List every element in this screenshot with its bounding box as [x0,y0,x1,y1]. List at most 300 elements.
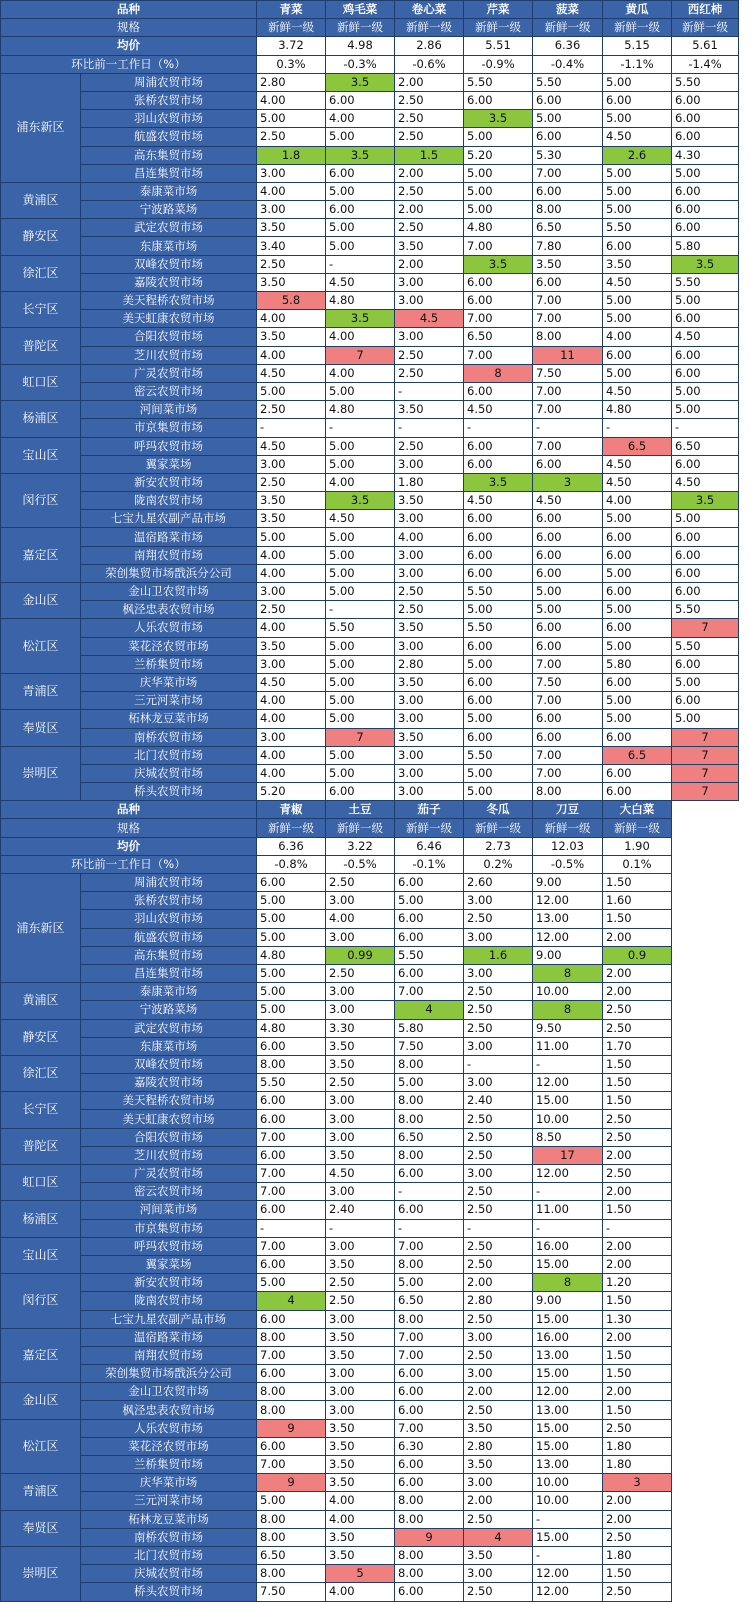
district-name: 长宁区 [1,1092,81,1128]
price-cell: 2.50 [395,182,464,200]
price-cell: 2.50 [464,1310,533,1328]
table-row [1,1310,739,1328]
table-row [1,710,739,728]
price-cell: 2.50 [395,364,464,382]
price-cell: 5.50 [326,619,395,637]
price-cell: - [603,1219,672,1237]
price-cell: 5.00 [326,455,395,473]
avg-cell: 3.72 [257,37,326,55]
price-cell: 3.50 [257,219,326,237]
price-cell: 5.00 [326,764,395,782]
price-cell: 6.00 [395,874,464,892]
market-name: 美天虹康农贸市场 [81,1110,257,1128]
price-cell: 2.50 [464,1401,533,1419]
price-cell: 6.00 [672,182,739,200]
price-cell: 3.50 [464,1419,533,1437]
avg-cell: 2.73 [464,837,533,855]
price-cell: 5.00 [672,401,739,419]
price-cell: 4.00 [257,182,326,200]
price-cell: 2.50 [464,1001,533,1019]
table-row [1,182,739,200]
table-row [1,1146,739,1164]
market-name: 新安农贸市场 [81,473,257,491]
market-name: 枫泾忠表农贸市场 [81,1401,257,1419]
price-cell: 2.50 [464,1110,533,1128]
price-cell: 5.00 [464,655,533,673]
price-cell: 6.00 [533,510,603,528]
price-cell: 2.50 [464,1510,533,1528]
price-cell: 7.00 [257,1165,326,1183]
price-cell: 6.00 [603,91,672,109]
price-cell: 2.00 [603,1146,672,1164]
market-name: 陇南农贸市场 [81,492,257,510]
price-cell: 15.00 [533,1437,603,1455]
price-cell: 3.50 [326,1255,395,1273]
market-name: 菜花泾农贸市场 [81,1437,257,1455]
price-cell: 2.00 [395,201,464,219]
price-cell: 5.00 [326,637,395,655]
table-row [1,1492,739,1510]
price-cell: 2.50 [464,1237,533,1255]
price-cell: 2.50 [464,1128,533,1146]
market-name: 市京集贸市场 [81,419,257,437]
price-cell: 6.00 [464,728,533,746]
spec-cell: 新鲜一级 [257,819,326,837]
market-name: 翼家菜场 [81,1255,257,1273]
market-name: 三元河菜市场 [81,692,257,710]
blank-cell [672,1492,739,1510]
price-cell: - [395,1219,464,1237]
price-cell: 6.00 [395,1383,464,1401]
price-cell: - [326,255,395,273]
price-cell: 0.9 [603,946,672,964]
avg-cell: 1.90 [603,837,672,855]
change-cell: -0.6% [395,55,464,73]
market-name: 武定农贸市场 [81,1019,257,1037]
table-row [1,964,739,982]
price-cell: 3.00 [257,164,326,182]
price-cell: - [464,1219,533,1237]
price-cell: 7.00 [533,437,603,455]
veg-cell: 青椒 [257,801,326,819]
price-cell: 6.00 [603,673,672,691]
price-cell: 5.00 [603,292,672,310]
price-cell: 13.00 [533,1346,603,1364]
market-name: 羽山农贸市场 [81,910,257,928]
price-cell: 2.50 [464,1146,533,1164]
price-cell: 8 [533,1274,603,1292]
price-cell: 3.50 [326,1546,395,1564]
price-cell: 5.00 [257,1274,326,1292]
price-cell: 6.00 [395,1201,464,1219]
table-row [1,473,739,491]
price-cell: 4.80 [603,401,672,419]
change-cell: -0.5% [326,855,395,873]
price-cell: 3.50 [326,1528,395,1546]
table-row [1,401,739,419]
price-cell: 7 [672,783,739,801]
price-cell: 2.80 [395,655,464,673]
price-cell: 2.00 [603,1383,672,1401]
price-cell: 3.00 [395,637,464,655]
price-cell: 6.00 [464,455,533,473]
price-cell: 3.00 [395,564,464,582]
table-row [1,273,739,291]
price-cell: 1.50 [603,1365,672,1383]
price-cell: 5.00 [603,164,672,182]
price-cell: 4 [464,1528,533,1546]
price-cell: 5.00 [672,164,739,182]
blank-cell [672,1328,739,1346]
price-cell: 6.00 [464,437,533,455]
price-cell: 3.50 [395,619,464,637]
district-name: 青浦区 [1,673,81,709]
price-cell: 7 [672,619,739,637]
blank-cell [672,910,739,928]
table-row [1,1546,739,1564]
price-cell: 2.00 [603,928,672,946]
price-cell: 1.50 [603,1292,672,1310]
price-cell: 6.00 [257,1201,326,1219]
spec-cell: 新鲜一级 [533,819,603,837]
table-row [1,1165,739,1183]
market-name: 美天程桥农贸市场 [81,292,257,310]
veg-cell: 大白菜 [603,801,672,819]
price-cell: - [326,601,395,619]
market-name: 张桥农贸市场 [81,91,257,109]
price-cell: 6.00 [395,928,464,946]
change-cell: -0.3% [326,55,395,73]
price-cell: 5.50 [464,73,533,91]
price-cell: - [533,1219,603,1237]
price-cell: 2.40 [326,1201,395,1219]
price-cell: 5.30 [533,146,603,164]
price-cell: 8.00 [395,1510,464,1528]
price-cell: 6.00 [533,637,603,655]
price-cell: 6.00 [533,728,603,746]
price-cell: 1.80 [395,473,464,491]
price-cell: 6.5 [603,437,672,455]
price-cell: 3 [533,473,603,491]
price-cell: 4.80 [257,946,326,964]
price-cell: 1.80 [603,1437,672,1455]
blank-cell [672,1128,739,1146]
price-cell: 3.00 [326,1237,395,1255]
market-name: 庆华菜市场 [81,1474,257,1492]
price-cell: 15.00 [533,1365,603,1383]
price-cell: 12.00 [533,928,603,946]
price-cell: 2.50 [326,874,395,892]
price-cell: 2.00 [395,73,464,91]
avg-cell: 5.15 [603,37,672,55]
price-cell: 4.00 [326,473,395,491]
blank-cell [672,1383,739,1401]
price-cell: 4.50 [672,328,739,346]
spec-cell: 新鲜一级 [395,819,464,837]
price-cell: 2.50 [326,1292,395,1310]
market-name: 芝川农贸市场 [81,346,257,364]
price-cell: 4.00 [257,310,326,328]
price-cell: 8.00 [395,1492,464,1510]
price-cell: 6.50 [395,1128,464,1146]
price-cell: 1.30 [603,1310,672,1328]
blank-cell [672,1528,739,1546]
table-row [1,1037,739,1055]
price-cell: 5.00 [603,601,672,619]
price-cell: 5.00 [326,237,395,255]
price-cell: 6.00 [533,546,603,564]
price-cell: 4.50 [672,473,739,491]
price-cell: 2.00 [464,1274,533,1292]
price-cell: 5.00 [257,928,326,946]
price-cell: 15.00 [533,1092,603,1110]
price-cell: 3.50 [464,1546,533,1564]
price-cell: 3.50 [257,510,326,528]
avg-cell: 12.03 [533,837,603,855]
price-cell: 2.50 [464,1255,533,1273]
price-cell: 3.50 [395,401,464,419]
price-cell: 5.00 [257,1001,326,1019]
price-cell: 2.50 [395,128,464,146]
price-cell: 12.00 [533,1565,603,1583]
market-name: 昌连集贸市场 [81,164,257,182]
blank-cell [672,801,739,819]
price-cell: 3.00 [464,1037,533,1055]
price-cell: 3.00 [257,655,326,673]
table-row [1,1583,739,1601]
price-cell: 13.00 [533,910,603,928]
price-cell: - [257,419,326,437]
price-cell: 4.00 [257,764,326,782]
price-cell: 6.00 [464,91,533,109]
blank-cell [672,1510,739,1528]
price-cell: 6.00 [603,528,672,546]
price-cell: 3.00 [395,455,464,473]
price-cell: 6.00 [257,1110,326,1128]
price-cell: 2.80 [464,1437,533,1455]
price-cell: 3.50 [326,1456,395,1474]
price-cell: 5.00 [672,673,739,691]
price-cell: 3.00 [395,692,464,710]
blank-cell [672,928,739,946]
price-cell: 5.00 [326,746,395,764]
table-row [1,1383,739,1401]
price-cell: 2.00 [603,1328,672,1346]
price-cell: 3.00 [464,964,533,982]
table-row [1,1110,739,1128]
price-cell: 15.00 [533,1310,603,1328]
market-name: 温宿路菜市场 [81,528,257,546]
blank-cell [672,819,739,837]
price-cell: 6.00 [672,91,739,109]
price-cell: 5.00 [326,692,395,710]
price-cell: 2.50 [257,255,326,273]
price-cell: 8.00 [533,328,603,346]
price-cell: 8.00 [257,1328,326,1346]
price-cell: 5.00 [464,601,533,619]
price-cell: 2.50 [603,1165,672,1183]
market-name: 广灵农贸市场 [81,1165,257,1183]
price-cell: 3.00 [464,1365,533,1383]
market-name: 嘉陵农贸市场 [81,273,257,291]
table-row [1,983,739,1001]
veg-cell: 冬瓜 [464,801,533,819]
price-cell: 10.00 [533,1474,603,1492]
market-name: 兰桥集贸市场 [81,655,257,673]
blank-cell [672,1365,739,1383]
price-cell: 6.00 [533,182,603,200]
price-cell: 8.00 [395,1092,464,1110]
veg-cell: 鸡毛菜 [326,1,395,19]
price-cell: 3.00 [257,455,326,473]
price-cell: 7.50 [257,1583,326,1601]
district-name: 杨浦区 [1,401,81,437]
price-cell: 3.00 [395,292,464,310]
price-cell: 7.00 [395,1328,464,1346]
price-cell: 8.00 [395,1565,464,1583]
price-cell: 1.80 [603,1546,672,1564]
market-name: 昌连集贸市场 [81,964,257,982]
price-cell: 8.00 [533,783,603,801]
market-name: 金山卫农贸市场 [81,583,257,601]
price-cell: 7.00 [464,346,533,364]
veg-cell: 茄子 [395,801,464,819]
market-name: 武定农贸市场 [81,219,257,237]
price-cell: 8.00 [257,1528,326,1546]
price-cell: 9.00 [533,874,603,892]
price-cell: 6.00 [603,764,672,782]
blank-cell [672,1456,739,1474]
price-cell: 5.00 [257,910,326,928]
market-name: 东康菜市场 [81,237,257,255]
market-name: 合阳农贸市场 [81,1128,257,1146]
market-name: 泰康菜市场 [81,182,257,200]
price-cell: 1.50 [603,1201,672,1219]
table-row [1,91,739,109]
price-cell: 1.70 [603,1037,672,1055]
price-cell: 5.80 [603,655,672,673]
price-cell: 3.50 [395,673,464,691]
price-cell: 4.50 [326,510,395,528]
district-name: 闵行区 [1,473,81,528]
price-cell: 6.00 [464,637,533,655]
table-row [1,110,739,128]
price-cell: - [257,1219,326,1237]
price-cell: 1.20 [603,1274,672,1292]
table-row [1,73,739,91]
market-name: 北门农贸市场 [81,746,257,764]
price-cell: 9.00 [533,1292,603,1310]
price-cell: 11.00 [533,1037,603,1055]
price-cell: 3.00 [257,728,326,746]
table-row [1,692,739,710]
table-row [1,583,739,601]
district-name: 崇明区 [1,746,81,801]
price-cell: 4.50 [603,128,672,146]
market-name: 菜花泾农贸市场 [81,637,257,655]
blank-cell [672,1274,739,1292]
table-row [1,1092,739,1110]
table-row [1,1183,739,1201]
price-cell: 2.50 [464,1346,533,1364]
market-name: 高东集贸市场 [81,946,257,964]
price-cell: 3.50 [257,273,326,291]
price-cell: 9.00 [533,946,603,964]
average-price-row [1,837,739,855]
price-cell: 6.50 [464,328,533,346]
price-cell: 6.00 [257,874,326,892]
table-row [1,1401,739,1419]
table-row [1,655,739,673]
price-cell: 6.00 [464,510,533,528]
price-cell: 1.50 [603,910,672,928]
price-cell: 4.5 [395,310,464,328]
table-row [1,1255,739,1273]
market-name: 美天虹康农贸市场 [81,310,257,328]
variety-header-row [1,1,739,19]
price-cell: 3.50 [603,255,672,273]
table-row [1,128,739,146]
price-cell: 4.80 [326,292,395,310]
price-cell: 5.00 [533,110,603,128]
price-cell: 8.00 [395,1310,464,1328]
price-cell: 2.50 [464,1201,533,1219]
spec-cell: 新鲜一级 [464,819,533,837]
price-cell: 2.50 [464,1583,533,1601]
price-cell: 7.00 [395,1419,464,1437]
price-cell: 2.50 [464,983,533,1001]
blank-cell [672,1546,739,1564]
price-cell: 6.00 [326,783,395,801]
price-cell: 7.00 [533,655,603,673]
price-cell: 5.80 [395,1019,464,1037]
avg-cell: 2.86 [395,37,464,55]
district-name: 杨浦区 [1,1201,81,1237]
price-cell: 7.00 [533,401,603,419]
price-cell: 2.50 [603,1583,672,1601]
price-cell: 2.50 [326,1074,395,1092]
price-cell: 5.00 [326,219,395,237]
price-cell: 5.00 [603,310,672,328]
table-row [1,201,739,219]
change-cell: 0.3% [257,55,326,73]
price-cell: 7.00 [533,292,603,310]
price-cell: 6.00 [672,364,739,382]
price-cell: - [395,382,464,400]
table-row [1,1419,739,1437]
price-cell: 5.00 [603,710,672,728]
table-row [1,1474,739,1492]
price-cell: 2.50 [326,1274,395,1292]
price-cell: 6.00 [672,110,739,128]
price-cell: 3.00 [464,1474,533,1492]
table-row [1,1365,739,1383]
price-cell: 6.00 [257,1092,326,1110]
market-name: 庆城农贸市场 [81,1565,257,1583]
price-cell: 12.00 [533,1383,603,1401]
price-cell: 3.50 [326,1437,395,1455]
table-row [1,728,739,746]
price-cell: 5.50 [672,601,739,619]
price-cell: 7 [326,728,395,746]
price-cell: 5.00 [395,1074,464,1092]
price-cell: 6.00 [603,783,672,801]
change-label: 环比前一工作日（%） [1,855,257,873]
price-cell: 3.50 [257,492,326,510]
blank-cell [672,1110,739,1128]
market-name: 双峰农贸市场 [81,1055,257,1073]
market-name: 庆华菜市场 [81,673,257,691]
